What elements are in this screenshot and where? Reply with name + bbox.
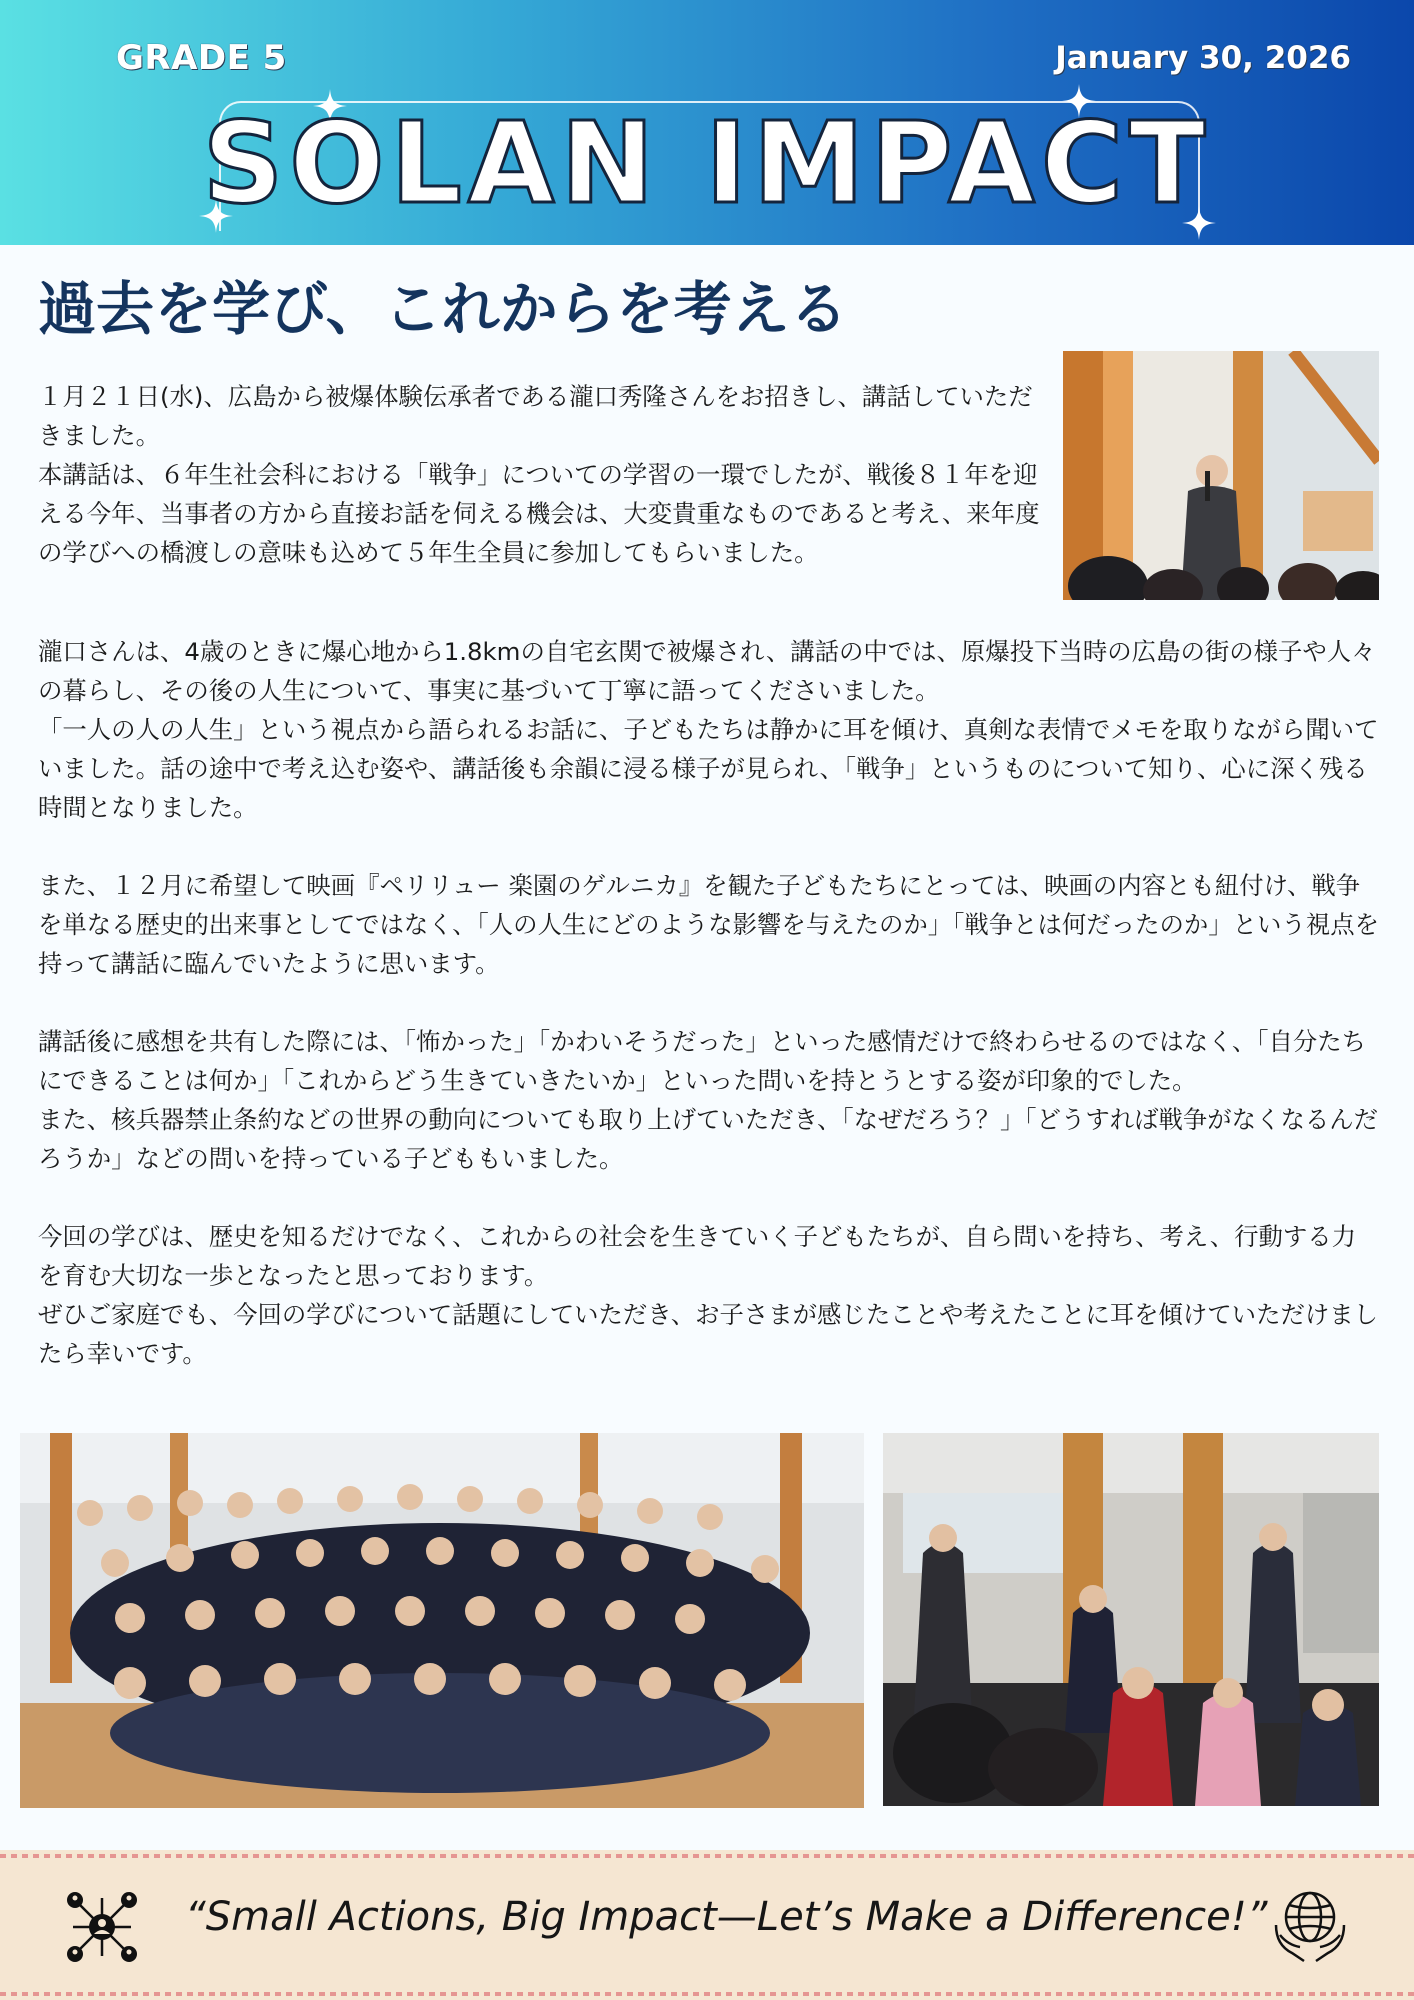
- paragraph-spacer: [38, 827, 1380, 866]
- issue-date: January 30, 2026: [1055, 40, 1351, 76]
- paragraph: ぜひご家庭でも、今回の学びについて話題にしていただき、お子さまが感じたことや考えたことに耳を傾けていただけましたら幸いです。: [38, 1300, 1379, 1368]
- globe-in-hands-icon: [1270, 1885, 1350, 1965]
- paragraph: 「一人の人の人生」という視点から語られるお話に、子どもたちは静かに耳を傾け、真剣な表情でメモを取りながら聞いていました。話の途中で考え込む姿や、講話後も余韻に浸る様子が見られ、「戦争」というものについて知り、心に深く残る時間となりました。: [38, 715, 1379, 822]
- speaker-photo: [1063, 351, 1379, 600]
- footer-slogan: “Small Actions, Big Impact—Let’s Make a Difference!”: [185, 1894, 1268, 1940]
- paragraph: １月２１日(水)、広島から被爆体験伝承者である瀧口秀隆さんをお招きし、講話していただきました。: [38, 382, 1033, 450]
- body-text: [38, 632, 1380, 1373]
- paragraph: 本講話は、６年生社会科における「戦争」についての学習の一環でしたが、戦後８１年を迎える今年、当事者の方から直接お話を伺える機会は、大変貴重なものであると考え、来年度の学びへの橋渡しの意味も込めて５年生全員に参加してもらいました。: [38, 460, 1040, 567]
- grade-label: GRADE 5: [116, 38, 287, 78]
- paragraph-spacer: [38, 1178, 1380, 1217]
- paragraph: 講話後に感想を共有した際には、「怖かった」「かわいそうだった」といった感情だけで終わらせるのではなく、「自分たちにできることは何か」「これからどう生きていきたいか」といった問いを持とうとする姿が印象的でした。: [38, 1027, 1367, 1095]
- students-listening-photo: [883, 1433, 1379, 1806]
- footer-top-border: [0, 1854, 1414, 1858]
- paragraph: 今回の学びは、歴史を知るだけでなく、これからの社会を生きていく子どもたちが、自ら問いを持ち、考え、行動する力を育む大切な一歩となったと思っております。: [38, 1222, 1357, 1290]
- paragraph-spacer: [38, 983, 1380, 1022]
- header-banner: [0, 0, 1414, 245]
- footer-banner: [0, 1850, 1414, 2000]
- article-headline: 過去を学び、これからを考える: [38, 275, 848, 343]
- newsletter-title: SOLAN IMPACT: [202, 99, 1212, 229]
- group-photo: [20, 1433, 864, 1808]
- paragraph: また、核兵器禁止条約などの世界の動向についても取り上げていただき、「なぜだろう？」「どうすれば戦争がなくなるんだろうか」などの問いを持っている子どももいました。: [38, 1105, 1379, 1173]
- footer-bottom-border: [0, 1992, 1414, 1996]
- paragraph: 瀧口さんは、4歳のときに爆心地から1.8kmの自宅玄関で被爆され、講話の中では、原爆投下当時の広島の街の様子や人々の暮らし、その後の人生について、事実に基づいて丁寧に語ってくださいました。: [38, 637, 1376, 705]
- community-network-icon: [63, 1888, 141, 1966]
- lead-text: [38, 377, 1048, 572]
- paragraph: また、１２月に希望して映画『ペリリュー 楽園のゲルニカ』を観た子どもたちにとっては、映画の内容とも紐付け、戦争を単なる歴史的出来事としてではなく、「人の人生にどのような影響を与えたのか」「戦争とは何だったのか」という視点を持って講話に臨んでいたように思います。: [38, 871, 1379, 978]
